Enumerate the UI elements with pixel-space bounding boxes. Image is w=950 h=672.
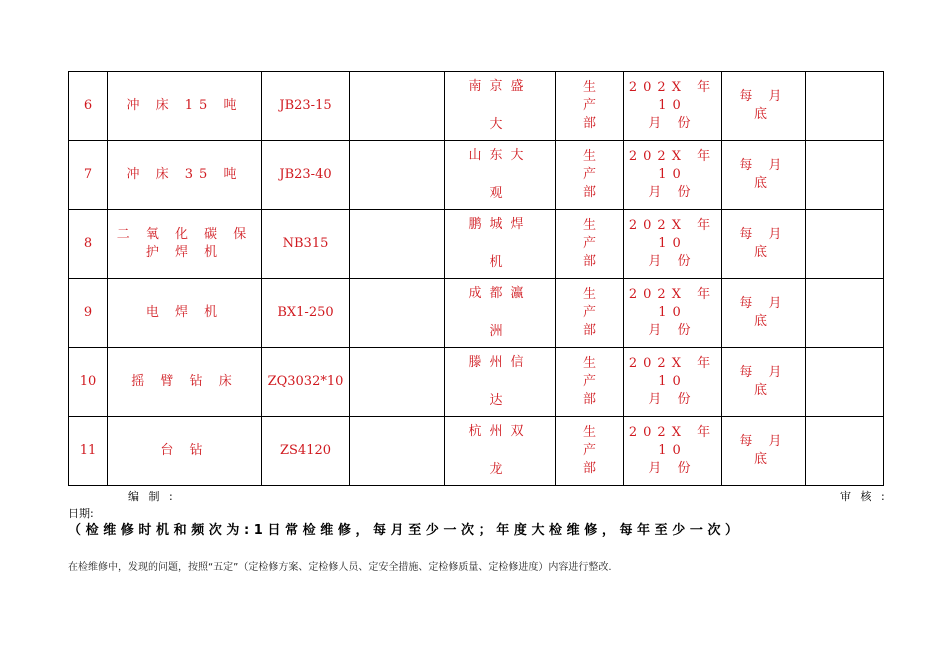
row-number-text: 8 bbox=[83, 236, 93, 251]
manufacturer-line-1: 鹏城焊 bbox=[468, 217, 532, 232]
equipment-name-cell bbox=[108, 141, 262, 210]
table-row bbox=[69, 72, 884, 141]
table-row bbox=[69, 348, 884, 417]
model-cell bbox=[262, 417, 350, 486]
department-cell bbox=[556, 279, 624, 348]
cycle-cell bbox=[722, 348, 806, 417]
cycle-cell bbox=[722, 72, 806, 141]
blank-cell bbox=[350, 72, 445, 141]
date-text: 202X 年 10 月 份 bbox=[628, 287, 717, 338]
department-text: 生 产 部 bbox=[582, 425, 596, 476]
manufacturer-cell bbox=[445, 417, 556, 486]
table-row bbox=[69, 417, 884, 486]
date-text: 202X 年 10 月 份 bbox=[628, 149, 717, 200]
remark-cell bbox=[806, 72, 884, 141]
cycle-text: 每 月 底 bbox=[739, 227, 788, 260]
editor-label: 编 制 : bbox=[128, 490, 176, 503]
model-cell bbox=[262, 141, 350, 210]
manufacturer-cell bbox=[445, 210, 556, 279]
model-cell bbox=[262, 72, 350, 141]
blank-cell bbox=[350, 417, 445, 486]
manufacturer-cell bbox=[445, 141, 556, 210]
equipment-name-cell bbox=[108, 210, 262, 279]
manufacturer-cell bbox=[445, 72, 556, 141]
manufacturer-line-2: 观 bbox=[489, 186, 511, 201]
department-cell bbox=[556, 141, 624, 210]
row-number-text: 10 bbox=[79, 374, 97, 389]
manufacturer-line-2: 机 bbox=[489, 255, 511, 270]
manufacturer-line-2: 龙 bbox=[489, 462, 511, 477]
blank-cell bbox=[350, 210, 445, 279]
blank-cell bbox=[350, 348, 445, 417]
maintenance-frequency-note: （检维修时机和频次为:1日常检维修，每月至少一次；年度大检维修，每年至少一次） bbox=[68, 523, 743, 538]
manufacturer-line-1: 南京盛 bbox=[468, 79, 532, 94]
model-text: NB315 bbox=[282, 236, 329, 251]
date-cell bbox=[624, 279, 722, 348]
row-number-cell bbox=[69, 141, 108, 210]
date-text: 202X 年 10 月 份 bbox=[628, 80, 717, 131]
equipment-name-text: 摇 臂 钻 床 bbox=[131, 374, 238, 389]
date-cell bbox=[624, 417, 722, 486]
model-cell bbox=[262, 210, 350, 279]
equipment-name-text: 电 焊 机 bbox=[145, 305, 224, 320]
row-number-text: 7 bbox=[83, 167, 93, 182]
table-row bbox=[69, 210, 884, 279]
remark-cell bbox=[806, 141, 884, 210]
manufacturer-line-1: 杭州双 bbox=[468, 424, 532, 439]
model-text: ZQ3032*10 bbox=[267, 374, 344, 389]
manufacturer-line-2: 达 bbox=[489, 393, 511, 408]
date-cell bbox=[624, 141, 722, 210]
date-cell bbox=[624, 72, 722, 141]
department-cell bbox=[556, 417, 624, 486]
row-number-cell bbox=[69, 210, 108, 279]
model-cell bbox=[262, 348, 350, 417]
manufacturer-line-1: 成都瀛 bbox=[468, 286, 532, 301]
date-cell bbox=[624, 210, 722, 279]
model-text: JB23-40 bbox=[279, 167, 332, 182]
department-cell bbox=[556, 348, 624, 417]
equipment-name-text: 冲 床 15 吨 bbox=[126, 98, 243, 113]
department-cell bbox=[556, 210, 624, 279]
remark-cell bbox=[806, 417, 884, 486]
remark-cell bbox=[806, 279, 884, 348]
remark-cell bbox=[806, 210, 884, 279]
blank-cell bbox=[350, 279, 445, 348]
department-cell bbox=[556, 72, 624, 141]
model-text: BX1-250 bbox=[277, 305, 334, 320]
cycle-text: 每 月 底 bbox=[739, 296, 788, 329]
row-number-text: 9 bbox=[83, 305, 93, 320]
manufacturer-cell bbox=[445, 279, 556, 348]
equipment-name-text: 二 氧 化 碳 保 护 焊 机 bbox=[116, 227, 253, 260]
model-text: ZS4120 bbox=[279, 443, 332, 458]
equipment-name-cell bbox=[108, 279, 262, 348]
department-text: 生 产 部 bbox=[582, 218, 596, 269]
date-text: 202X 年 10 月 份 bbox=[628, 218, 717, 269]
equipment-name-cell bbox=[108, 417, 262, 486]
row-number-cell bbox=[69, 279, 108, 348]
table-row bbox=[69, 279, 884, 348]
date-text: 202X 年 10 月 份 bbox=[628, 425, 717, 476]
manufacturer-line-1: 滕州信 bbox=[468, 355, 532, 370]
row-number-text: 11 bbox=[79, 443, 97, 458]
equipment-name-cell bbox=[108, 72, 262, 141]
cycle-cell bbox=[722, 279, 806, 348]
reviewer-label: 审 核 : bbox=[840, 490, 888, 503]
cycle-cell bbox=[722, 141, 806, 210]
model-text: JB23-15 bbox=[279, 98, 332, 113]
manufacturer-cell bbox=[445, 348, 556, 417]
row-number-cell bbox=[69, 348, 108, 417]
equipment-name-text: 台 钻 bbox=[160, 443, 209, 458]
cycle-text: 每 月 底 bbox=[739, 89, 788, 122]
manufacturer-line-1: 山东大 bbox=[468, 148, 532, 163]
row-number-cell bbox=[69, 417, 108, 486]
cycle-text: 每 月 底 bbox=[739, 365, 788, 398]
manufacturer-line-2: 洲 bbox=[489, 324, 511, 339]
rectification-note: 在检维修中，发现的问题，按照“五定”（定检修方案、定检修人员、定安全措施、定检修质量、定检修进度）内容进行整改. bbox=[68, 562, 612, 573]
equipment-name-cell bbox=[108, 348, 262, 417]
row-number-cell bbox=[69, 72, 108, 141]
department-text: 生 产 部 bbox=[582, 287, 596, 338]
equipment-name-text: 冲 床 35 吨 bbox=[126, 167, 243, 182]
cycle-cell bbox=[722, 417, 806, 486]
cycle-cell bbox=[722, 210, 806, 279]
cycle-text: 每 月 底 bbox=[739, 158, 788, 191]
cycle-text: 每 月 底 bbox=[739, 434, 788, 467]
remark-cell bbox=[806, 348, 884, 417]
model-cell bbox=[262, 279, 350, 348]
row-number-text: 6 bbox=[83, 98, 93, 113]
date-label: 日期: bbox=[68, 507, 94, 520]
department-text: 生 产 部 bbox=[582, 80, 596, 131]
date-text: 202X 年 10 月 份 bbox=[628, 356, 717, 407]
manufacturer-line-2: 大 bbox=[489, 117, 511, 132]
maintenance-table bbox=[68, 71, 884, 486]
department-text: 生 产 部 bbox=[582, 149, 596, 200]
department-text: 生 产 部 bbox=[582, 356, 596, 407]
date-cell bbox=[624, 348, 722, 417]
blank-cell bbox=[350, 141, 445, 210]
table-row bbox=[69, 141, 884, 210]
